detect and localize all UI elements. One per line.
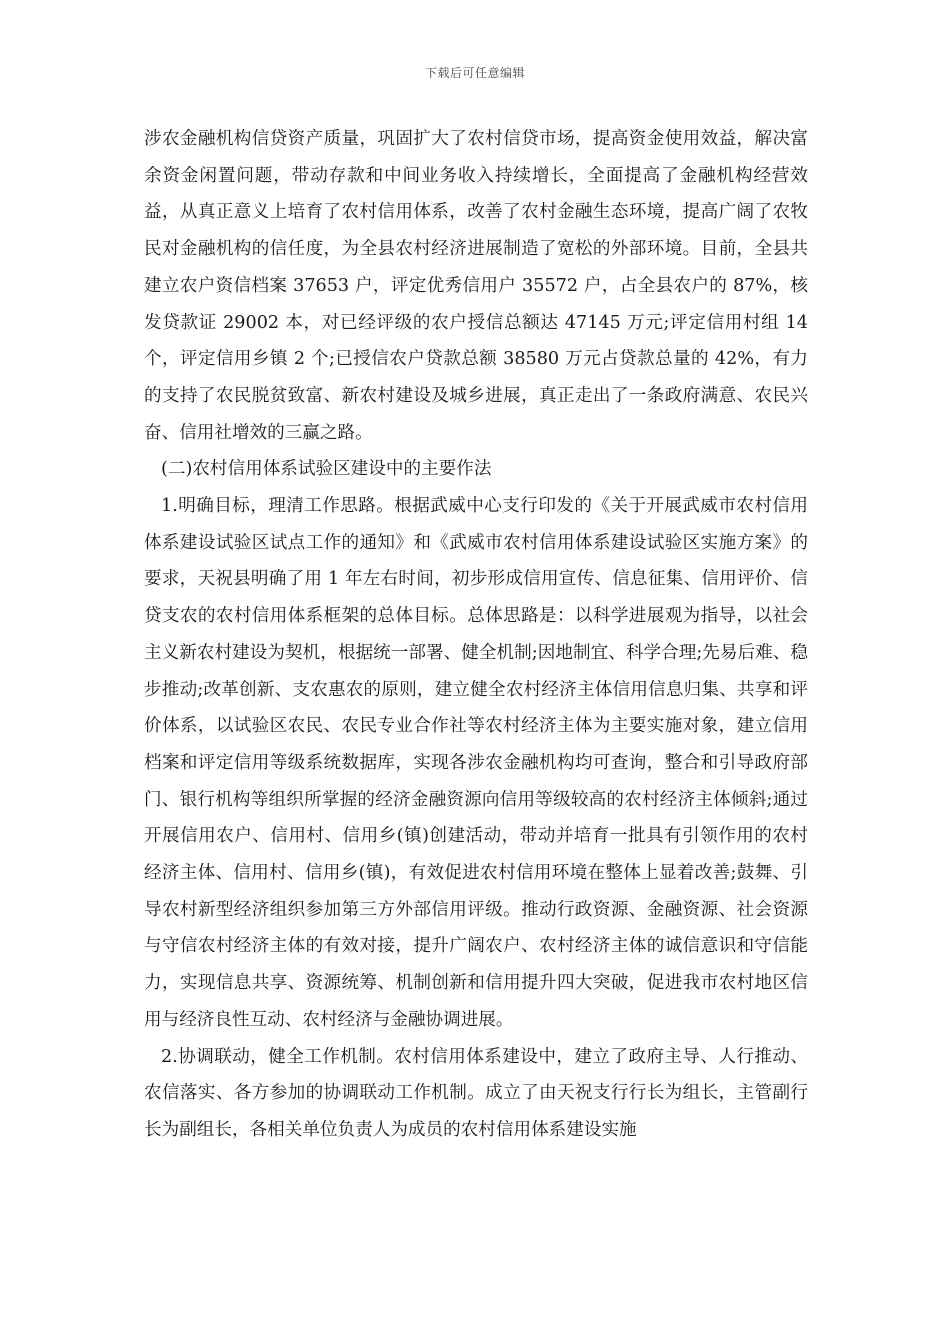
section-heading: (二)农村信用体系试验区建设中的主要作法 xyxy=(161,459,492,480)
page-header: 下载后可任意编辑 xyxy=(424,66,525,80)
paragraph-summary: 涉农金融机构信贷资产质量，巩固扩大了农村信贷市场，提高资金使用效益，解决富余资金闲置问题，带动存款和中间业务收入持续增长，全面提高了金融机构经营效益，从真正意义上培育了农村信用体系，改善了农村金融生态环境，提高广阔了农牧民对金融机构的信任度，为全县农村经济进展制造了宽松的外部环境。目前，全县共建立农户资信档案 37653 户，评定优秀信用户 35572 户，占全县农户的 87%，核发贷款证 29002 本，对已经评级的农户授信总额达 47145 万元;评定信用村组 14 个，评定信用乡镇 2 个;已授信农户贷款总额 38580 万元占贷款总量的 42%，有力的支持了农民脱贫致富、新农村建设及城乡进展，真正走出了一条政府满意、农民兴奋、信用社增效的三赢之路。 xyxy=(144,129,808,443)
paragraph-objectives: 1.明确目标，理清工作思路。根据武威中心支行印发的《关于开展武威市农村信用体系建设试验区试点工作的通知》和《武威市农村信用体系建设试验区实施方案》的要求，天祝县明确了用 1 年左右时间，初步形成信用宣传、信息征集、信用评价、信贷支农的农村信用体系框架的总体目标。总体思路是：以科学进展观为指导，以社会主义新农村建设为契机，根据统一部署、健全机制;因地制宜、科学合理;先易后难、稳步推动;改革创新、支农惠农的原则，建立健全农村经济主体信用信息归集、共享和评价体系，以试验区农民、农民专业合作社等农村经济主体为主要实施对象，建立信用档案和评定信用等级系统数据库，实现各涉农金融机构均可查询，整合和引导政府部门、银行机构等组织所掌握的经济金融资源向信用等级较高的农村经济主体倾斜;通过开展信用农户、信用村、信用乡(镇)创建活动，带动并培育一批具有引领作用的农村经济主体、信用村、信用乡(镇)，有效促进农村信用环境在整体上显着改善;鼓舞、引导农村新型经济组织参加第三方外部信用评级。推动行政资源、金融资源、社会资源与守信农村经济主体的有效对接，提升广阔农户、农村经济主体的诚信意识和守信能力，实现信息共享、资源统筹、机制创新和信用提升四大突破，促进我市农村地区信用与经济良性互动、农村经济与金融协调进展。 xyxy=(144,496,808,1030)
paragraph-coordination: 2.协调联动，健全工作机制。农村信用体系建设中，建立了政府主导、人行推动、农信落实、各方参加的协调联动工作机制。成立了由天祝支行行长为组长，主管副行长为副组长，各相关单位负责人为成员的农村信用体系建设实施 xyxy=(144,1046,808,1140)
document-body xyxy=(144,121,808,1149)
